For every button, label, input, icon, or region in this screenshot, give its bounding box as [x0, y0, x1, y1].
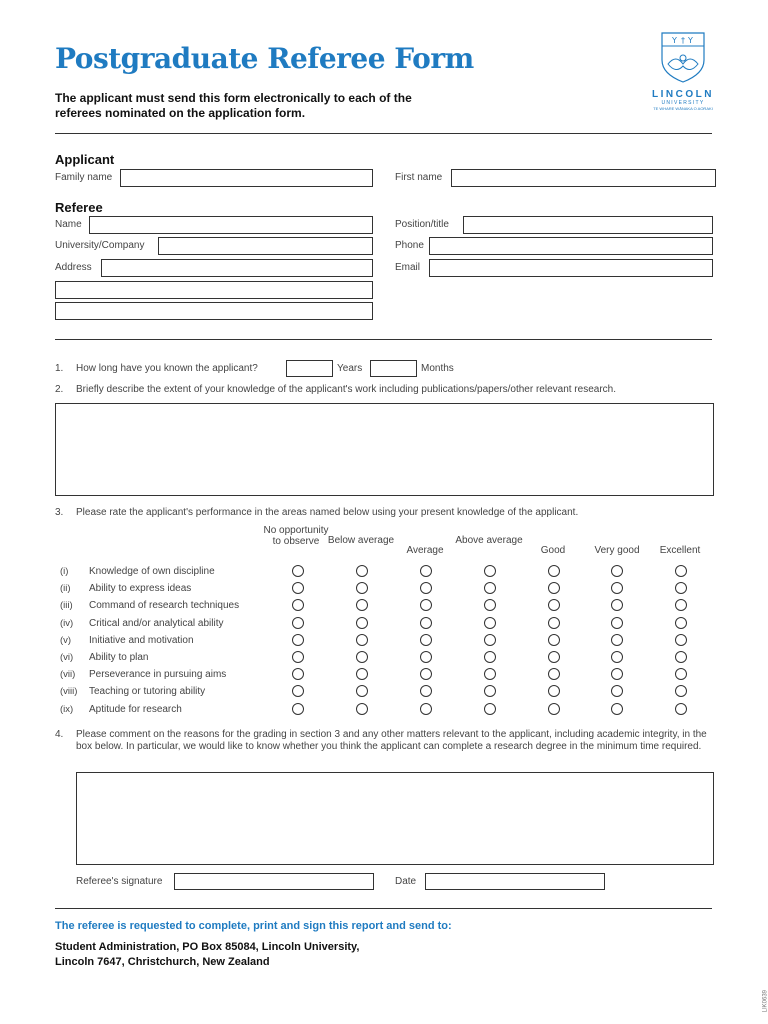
months-field[interactable] — [370, 360, 417, 377]
rating-radio[interactable] — [611, 599, 623, 611]
rating-radio[interactable] — [548, 685, 560, 697]
rating-row-label: Teaching or tutoring ability — [89, 686, 206, 698]
phone-label: Phone — [395, 240, 424, 251]
university-label: University/Company — [55, 240, 145, 251]
rating-radio[interactable] — [611, 703, 623, 715]
logo — [638, 30, 728, 111]
col-header: Below average — [327, 535, 395, 546]
rating-radio[interactable] — [356, 599, 368, 611]
rating-radio[interactable] — [420, 668, 432, 680]
divider — [55, 133, 712, 134]
divider — [55, 339, 712, 340]
rating-radio[interactable] — [548, 599, 560, 611]
rating-radio[interactable] — [292, 703, 304, 715]
rating-row-roman: (vi) — [60, 652, 74, 663]
rating-radio[interactable] — [675, 703, 687, 715]
q1-number: 1. — [55, 363, 64, 374]
years-label: Years — [337, 363, 363, 374]
rating-row-roman: (ii) — [60, 583, 71, 595]
rating-row-roman: (iv) — [60, 617, 74, 629]
rating-radio[interactable] — [675, 668, 687, 680]
divider — [55, 908, 712, 909]
position-field[interactable] — [463, 216, 713, 234]
logo-tagline: TE WHARE WĀNAKA O AORAKI — [653, 106, 713, 111]
q3-text: Please rate the applicant's performance in the areas named below using your present knowledge of the applicant. — [76, 507, 579, 518]
page-subtitle: The applicant must send this form electronically to each of the referees nominated on the application form. — [55, 91, 412, 120]
rating-radio[interactable] — [611, 668, 623, 680]
q2-number: 2. — [55, 384, 64, 395]
rating-radio[interactable] — [484, 617, 496, 629]
logo-sub: UNIVERSITY — [661, 100, 705, 106]
rating-radio[interactable] — [675, 685, 687, 697]
address-field-line1[interactable] — [101, 259, 373, 277]
rating-radio[interactable] — [292, 582, 304, 594]
date-field[interactable] — [425, 873, 605, 890]
signature-field[interactable] — [174, 873, 374, 890]
referee-heading: Referee — [55, 200, 103, 215]
rating-row-label: Ability to plan — [89, 652, 149, 663]
rating-radio[interactable] — [420, 685, 432, 697]
rating-row-roman: (v) — [60, 634, 72, 646]
q4-number: 4. — [55, 729, 64, 740]
university-field[interactable] — [158, 237, 373, 255]
rating-row-label: Initiative and motivation — [89, 634, 194, 646]
col-header: Above average — [455, 535, 523, 546]
rating-radio[interactable] — [675, 582, 687, 594]
address-label: Address — [55, 262, 92, 273]
col-header: Average — [406, 545, 444, 556]
rating-radio[interactable] — [292, 634, 304, 646]
family-name-field[interactable] — [120, 169, 373, 187]
rating-radio[interactable] — [484, 565, 496, 577]
referee-name-field[interactable] — [89, 216, 373, 234]
form-code: LIK0639 — [762, 990, 768, 1013]
rating-radio[interactable] — [420, 651, 432, 663]
crest-icon — [638, 30, 728, 84]
rating-row-roman: (ix) — [60, 703, 74, 715]
signature-label: Referee's signature — [76, 876, 163, 887]
date-label: Date — [395, 876, 417, 887]
send-instructions: The referee is requested to complete, print and sign this report and send to: — [55, 920, 452, 932]
months-label: Months — [421, 363, 454, 374]
rating-radio[interactable] — [548, 651, 560, 663]
rating-radio[interactable] — [675, 617, 687, 629]
rating-radio[interactable] — [420, 565, 432, 577]
q4-text: Please comment on the reasons for the grading in section 3 and any other matters relevant to the applicant, including academic integrity, in the box below. In particular, we would like to know whether you think the applicant can complete a research degree in the minimum time required. — [76, 729, 707, 752]
rating-row-roman: (i) — [60, 566, 69, 577]
col-header: Very good — [594, 545, 640, 556]
col-header: No opportunity to observe — [263, 525, 329, 547]
rating-radio[interactable] — [548, 582, 560, 594]
rating-radio[interactable] — [356, 668, 368, 680]
rating-radio[interactable] — [292, 651, 304, 663]
rating-radio[interactable] — [548, 668, 560, 680]
rating-radio[interactable] — [356, 582, 368, 594]
rating-radio[interactable] — [420, 599, 432, 611]
email-label: Email — [395, 262, 421, 273]
rating-radio[interactable] — [484, 634, 496, 646]
email-field[interactable] — [429, 259, 713, 277]
svg-text:Y: Y — [688, 36, 693, 45]
rating-row-label: Ability to express ideas — [89, 583, 192, 595]
rating-radio[interactable] — [292, 599, 304, 611]
rating-radio[interactable] — [484, 599, 496, 611]
referee-name-label: Name — [55, 219, 82, 230]
col-header: Excellent — [659, 545, 701, 556]
position-label: Position/title — [395, 219, 449, 230]
rating-radio[interactable] — [356, 685, 368, 697]
rating-radio[interactable] — [356, 651, 368, 663]
address-field-line2[interactable] — [55, 281, 373, 299]
rating-radio[interactable] — [611, 634, 623, 646]
q2-textarea[interactable] — [55, 403, 714, 496]
rating-row-roman: (viii) — [60, 686, 78, 698]
col-header: Good — [540, 545, 566, 556]
svg-text:Y: Y — [672, 36, 677, 45]
rating-radio[interactable] — [292, 617, 304, 629]
rating-row-label: Command of research techniques — [89, 600, 240, 612]
first-name-label: First name — [395, 172, 443, 183]
rating-radio[interactable] — [611, 582, 623, 594]
rating-radio[interactable] — [292, 565, 304, 577]
rating-radio[interactable] — [611, 565, 623, 577]
rating-radio[interactable] — [484, 703, 496, 715]
rating-radio[interactable] — [356, 617, 368, 629]
rating-radio[interactable] — [611, 651, 623, 663]
rating-radio[interactable] — [548, 703, 560, 715]
q2-text: Briefly describe the extent of your knowledge of the applicant's work including publications/papers/other relevant research. — [76, 384, 616, 395]
family-name-label: Family name — [55, 172, 113, 183]
address-line: Lincoln 7647, Christchurch, New Zealand — [55, 956, 270, 968]
rating-radio[interactable] — [292, 668, 304, 680]
rating-radio[interactable] — [484, 668, 496, 680]
rating-radio[interactable] — [548, 565, 560, 577]
rating-radio[interactable] — [484, 651, 496, 663]
phone-field[interactable] — [429, 237, 713, 255]
years-field[interactable] — [286, 360, 333, 377]
rating-radio[interactable] — [611, 685, 623, 697]
address-line: Student Administration, PO Box 85084, Lincoln University, — [55, 941, 360, 953]
applicant-heading: Applicant — [55, 152, 115, 167]
rating-row-roman: (vii) — [60, 669, 76, 681]
rating-radio[interactable] — [420, 634, 432, 646]
svg-text:†: † — [681, 36, 685, 45]
first-name-field[interactable] — [451, 169, 716, 187]
rating-radio[interactable] — [356, 703, 368, 715]
rating-radio[interactable] — [548, 617, 560, 629]
rating-radio[interactable] — [356, 565, 368, 577]
rating-radio[interactable] — [484, 582, 496, 594]
q1-text: How long have you known the applicant? — [76, 363, 258, 374]
rating-radio[interactable] — [420, 582, 432, 594]
rating-radio[interactable] — [675, 634, 687, 646]
rating-row-roman: (iii) — [60, 600, 73, 612]
rating-row-label: Critical and/or analytical ability — [89, 617, 224, 629]
rating-radio[interactable] — [356, 634, 368, 646]
mailing-address — [55, 940, 359, 970]
address-field-line3[interactable] — [55, 302, 373, 320]
rating-radio[interactable] — [420, 703, 432, 715]
rating-radio[interactable] — [484, 685, 496, 697]
logo-name: LINCOLN — [652, 89, 714, 100]
rating-radio[interactable] — [292, 685, 304, 697]
rating-row-label: Aptitude for research — [89, 703, 182, 715]
rating-radio[interactable] — [420, 617, 432, 629]
q4-textarea[interactable] — [76, 772, 714, 865]
rating-radio[interactable] — [611, 617, 623, 629]
q3-number: 3. — [55, 507, 64, 518]
rating-radio[interactable] — [675, 565, 687, 577]
page-title: Postgraduate Referee Form — [55, 42, 474, 75]
rating-radio[interactable] — [548, 634, 560, 646]
rating-row-label: Perseverance in pursuing aims — [89, 669, 227, 681]
rating-row-label: Knowledge of own discipline — [89, 566, 215, 577]
rating-radio[interactable] — [675, 651, 687, 663]
rating-radio[interactable] — [675, 599, 687, 611]
